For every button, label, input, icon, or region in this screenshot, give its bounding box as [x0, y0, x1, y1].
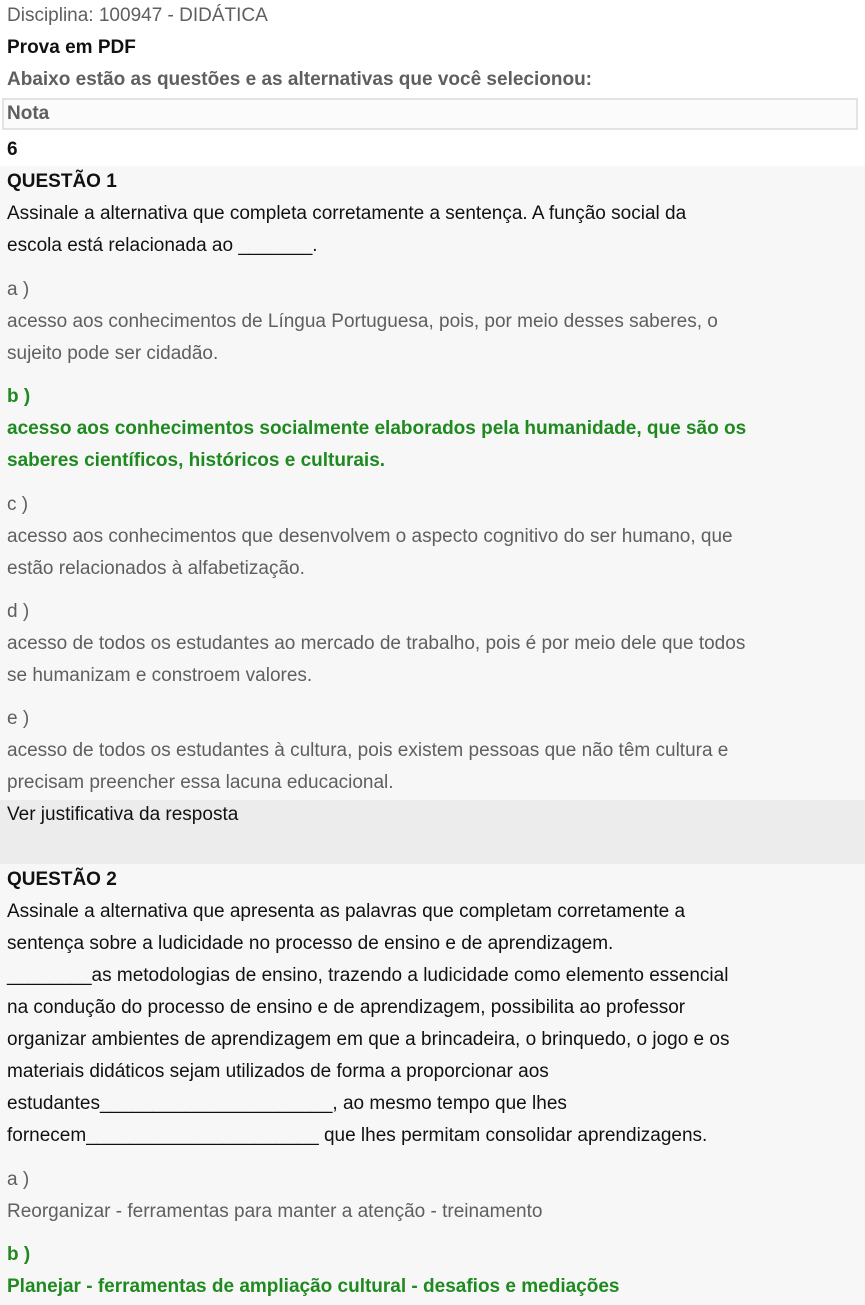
question-2-statement-line: Assinale a alternativa que apresenta as palavras que completam corretamente a — [7, 901, 686, 922]
intro-text: Abaixo estão as questões e as alternativas que você selecionou: — [7, 69, 593, 90]
question-1-option-b-letter: b ) — [7, 386, 31, 407]
grade-label: Nota — [7, 103, 50, 124]
question-2-statement-line: sentença sobre a ludicidade no processo de ensino e de aprendizagem. — [7, 933, 614, 954]
question-1-option-a-letter: a ) — [7, 279, 30, 300]
question-1-option-c-text: acesso aos conhecimentos que desenvolvem o aspecto cognitivo do ser humano, que — [7, 526, 733, 547]
question-2-statement-line: estudantes______________________, ao mesmo tempo que lhes — [7, 1093, 567, 1114]
question-2-title: QUESTÃO 2 — [7, 869, 117, 890]
question-2-statement-line: na condução do processo de ensino e de aprendizagem, possibilita ao professor — [7, 997, 686, 1018]
view-justification-link[interactable]: Ver justificativa da resposta — [7, 804, 239, 825]
question-2-statement-line: organizar ambientes de aprendizagem em que a brincadeira, o brinquedo, o jogo e os — [7, 1029, 730, 1050]
question-1-option-d-letter: d ) — [7, 601, 30, 622]
question-1-option-a-text: acesso aos conhecimentos de Língua Portuguesa, pois, por meio desses saberes, o — [7, 311, 718, 332]
question-2-statement-line: ________as metodologias de ensino, trazendo a ludicidade como elemento essencial — [7, 965, 729, 986]
grade-value: 6 — [7, 139, 18, 160]
question-2-statement-line: materiais didáticos sejam utilizados de forma a proporcionar aos — [7, 1061, 549, 1082]
question-1-option-d-text: se humanizam e constroem valores. — [7, 665, 313, 686]
question-2-option-b-letter: b ) — [7, 1244, 31, 1265]
document-subtitle: Prova em PDF — [7, 37, 136, 58]
question-2-statement-line: fornecem______________________ que lhes permitam consolidar aprendizagens. — [7, 1125, 708, 1146]
question-1-option-e-text: precisam preencher essa lacuna educacional. — [7, 772, 394, 793]
question-1-statement-line: Assinale a alternativa que completa corretamente a sentença. A função social da — [7, 203, 687, 224]
question-1-option-c-letter: c ) — [7, 494, 29, 515]
question-1-option-a-text: sujeito pode ser cidadão. — [7, 343, 219, 364]
question-1-option-b-text: saberes científicos, históricos e culturais. — [7, 450, 386, 471]
question-1-option-d-text: acesso de todos os estudantes ao mercado de trabalho, pois é por meio dele que todos — [7, 633, 746, 654]
question-1-option-e-letter: e ) — [7, 708, 30, 729]
question-1-option-b-text: acesso aos conhecimentos socialmente elaborados pela humanidade, que são os — [7, 418, 747, 439]
discipline-title: Disciplina: 100947 - DIDÁTICA — [7, 5, 268, 26]
question-1-title: QUESTÃO 1 — [7, 171, 117, 192]
question-1-option-c-text: estão relacionados à alfabetização. — [7, 558, 305, 579]
question-2-option-b-text: Planejar - ferramentas de ampliação cultural - desafios e mediações — [7, 1276, 620, 1297]
question-2-option-a-text: Reorganizar - ferramentas para manter a atenção - treinamento — [7, 1201, 543, 1222]
question-2-option-a-letter: a ) — [7, 1169, 30, 1190]
question-1-statement-line: escola está relacionada ao _______. — [7, 235, 318, 256]
question-1-option-e-text: acesso de todos os estudantes à cultura, pois existem pessoas que não têm cultura e — [7, 740, 729, 761]
